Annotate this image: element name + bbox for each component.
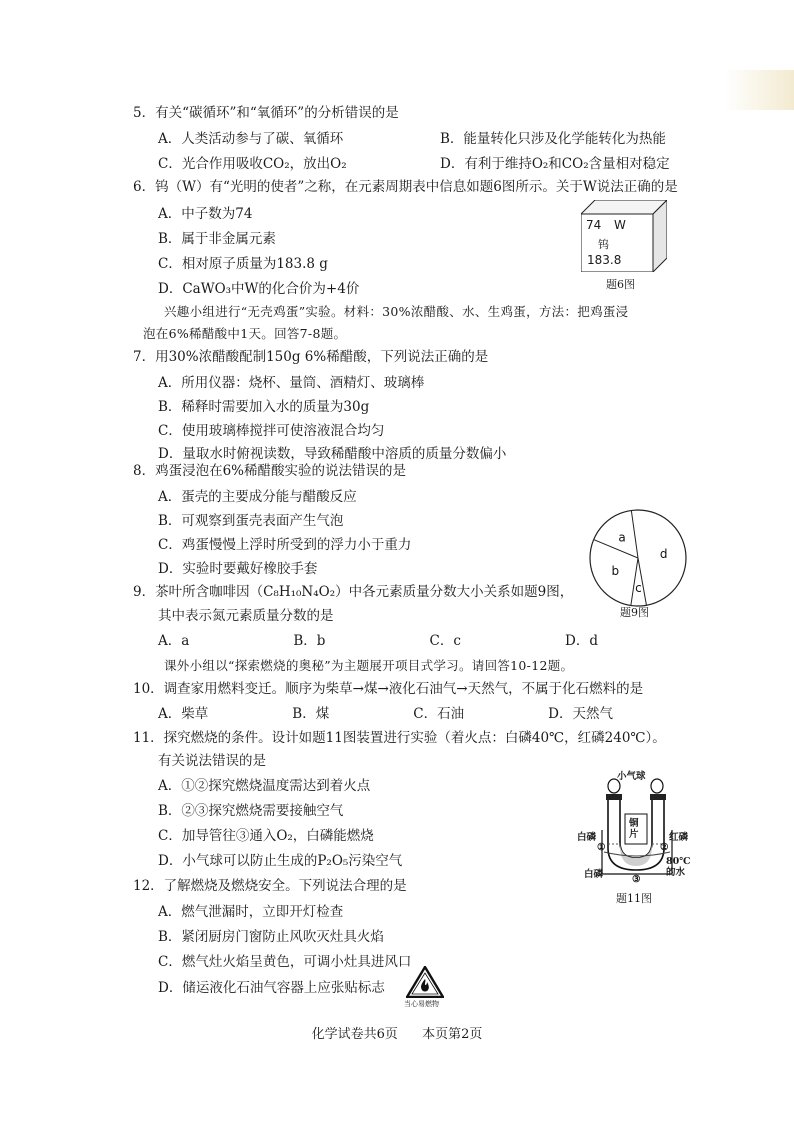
pie-slice-label-a: a (618, 530, 626, 545)
pie-slice-label-d: d (659, 546, 668, 561)
figure6-caption: 题6图 (606, 278, 635, 291)
intro-7-8-line1: 兴趣小组进行“无壳鸡蛋”实验。材料：30%浓醋酸、水、生鸡蛋，方法：把鸡蛋浸 (164, 304, 629, 319)
q6-option-d: D．CaWO₃中W的化合价为+4价 (158, 281, 360, 297)
label-circle-2: ② (660, 842, 669, 853)
q8-option-a: A．蛋壳的主要成分能与醋酸反应 (158, 489, 357, 505)
q7-option-d: D．量取水时俯视读数，导致稀醋酸中溶质的质量分数偏小 (158, 446, 507, 462)
figure11-caption: 题11图 (616, 892, 652, 905)
label-hot-water: 80℃的水 (666, 856, 691, 878)
q10-option-d: D．天然气 (548, 706, 613, 722)
label-white-p-bottom: 白磷 (584, 869, 604, 880)
q8-stem: 8．鸡蛋浸泡在6%稀醋酸实验的说法错误的是 (133, 463, 407, 479)
flammable-sign-label: 当心易燃物 (404, 1000, 439, 1008)
flammable-warning-icon (406, 966, 444, 998)
q11-stem-line1: 11．探究燃烧的条件。设计如题11图装置进行实验（着火点：白磷40℃，红磷240℃）。 (133, 730, 666, 746)
q12-option-d: D．储运液化石油气容器上应张贴标志 (158, 980, 385, 996)
q9-option-b: B．b (293, 633, 326, 649)
q10-option-a: A．柴草 (158, 706, 209, 722)
footer-page-number: 本页第2页 (422, 1027, 483, 1042)
q10-option-b: B．煤 (292, 706, 330, 722)
pie-slice-label-b: b (611, 563, 620, 578)
q9-stem-line2: 其中表示氮元素质量分数的是 (158, 608, 334, 624)
q9-option-d: D．d (565, 633, 598, 649)
q11-option-b: B．②③探究燃烧需要接触空气 (158, 803, 344, 819)
q10-option-c: C．石油 (413, 706, 465, 722)
q7-stem: 7．用30%浓醋酸配制150g 6%稀醋酸，下列说法正确的是 (133, 349, 489, 365)
element-symbol: W (614, 218, 626, 232)
q12-option-b: B．紧闭厨房门窗防止风吹灭灶具火焰 (158, 929, 384, 945)
q8-option-c: C．鸡蛋慢慢上浮时所受到的浮力小于重力 (158, 537, 412, 553)
q10-options (158, 705, 613, 723)
q11-option-a: A．①②探究燃烧温度需达到着火点 (158, 778, 371, 794)
q5-option-a: A．人类活动参与了碳、氧循环 (158, 131, 344, 147)
q9-options (158, 632, 598, 650)
q9-option-c: C．c (429, 633, 461, 649)
q5-option-c: C．光合作用吸收CO₂，放出O₂ (158, 156, 347, 172)
q6-option-b: B．属于非金属元素 (158, 231, 276, 247)
q9-stem-line1: 9．茶叶所含咖啡因（C₈H₁₀N₄O₂）中各元素质量分数大小关系如题9图， (133, 584, 574, 600)
pie-slice-label-c: c (635, 580, 642, 595)
q12-option-a: A．燃气泄漏时，立即开灯检查 (158, 904, 344, 920)
q5-stem: 5．有关“碳循环”和“氧循环”的分析错误的是 (133, 105, 399, 121)
label-balloon: 小气球 (617, 771, 646, 782)
q11-option-c: C．加导管往③通入O₂，白磷能燃烧 (158, 828, 374, 844)
scan-edge-shade (724, 70, 794, 110)
q8-option-d: D．实验时要戴好橡胶手套 (158, 561, 318, 577)
q7-option-b: B．稀释时需要加入水的质量为30g (158, 399, 370, 415)
q12-stem: 12．了解燃烧及燃烧安全。下列说法合理的是 (133, 878, 407, 894)
q6-stem: 6．钨（W）有“光明的使者”之称，在元素周期表中信息如题6图所示。关于W说法正确的是 (133, 179, 678, 195)
q8-option-b: B．可观察到蛋壳表面产生气泡 (158, 513, 344, 529)
q12-option-c: C．燃气灶火焰呈黄色，可调小灶具进风口 (158, 954, 412, 970)
q10-stem: 10．调查家用燃料变迁。顺序为柴草→煤→液化石油气→天然气，不属于化石燃料的是 (133, 681, 644, 697)
q11-stem-line2: 有关说法错误的是 (158, 753, 266, 769)
page-footer (0, 1023, 794, 1042)
intro-7-8-line2: 泡在6%稀醋酸中1天。回答7-8题。 (143, 326, 347, 341)
intro-10-12: 课外小组以“探索燃烧的奥秘”为主题展开项目式学习。请回答10-12题。 (164, 658, 574, 673)
atomic-number: 74 (586, 218, 602, 232)
label-circle-1: ① (597, 842, 606, 853)
q7-option-a: A．所用仪器：烧杯、量筒、酒精灯、玻璃棒 (158, 375, 425, 391)
caffeine-mass-fraction-pie (588, 508, 688, 608)
element-name: 钨 (598, 238, 609, 251)
figure9-caption: 题9图 (620, 606, 649, 619)
label-red-p: 红磷 (669, 832, 689, 843)
q9-option-a: A．a (158, 633, 190, 649)
atomic-mass: 183.8 (587, 253, 622, 267)
q5-option-d: D．有利于维持O₂和CO₂含量相对稳定 (440, 156, 670, 172)
q6-option-a: A．中子数为74 (158, 206, 253, 222)
label-copper: 铜片 (629, 818, 639, 840)
q6-option-c: C．相对原子质量为183.8 g (158, 256, 328, 272)
footer-total-pages: 化学试卷共6页 (311, 1027, 398, 1042)
q5-option-b: B．能量转化只涉及化学能转化为热能 (440, 131, 666, 147)
q7-option-c: C．使用玻璃棒搅拌可使溶液混合均匀 (158, 423, 385, 439)
label-circle-3: ③ (632, 874, 641, 885)
q11-option-d: D．小气球可以防止生成的P₂O₅污染空气 (158, 853, 403, 869)
label-white-p-left: 白磷 (577, 832, 597, 843)
